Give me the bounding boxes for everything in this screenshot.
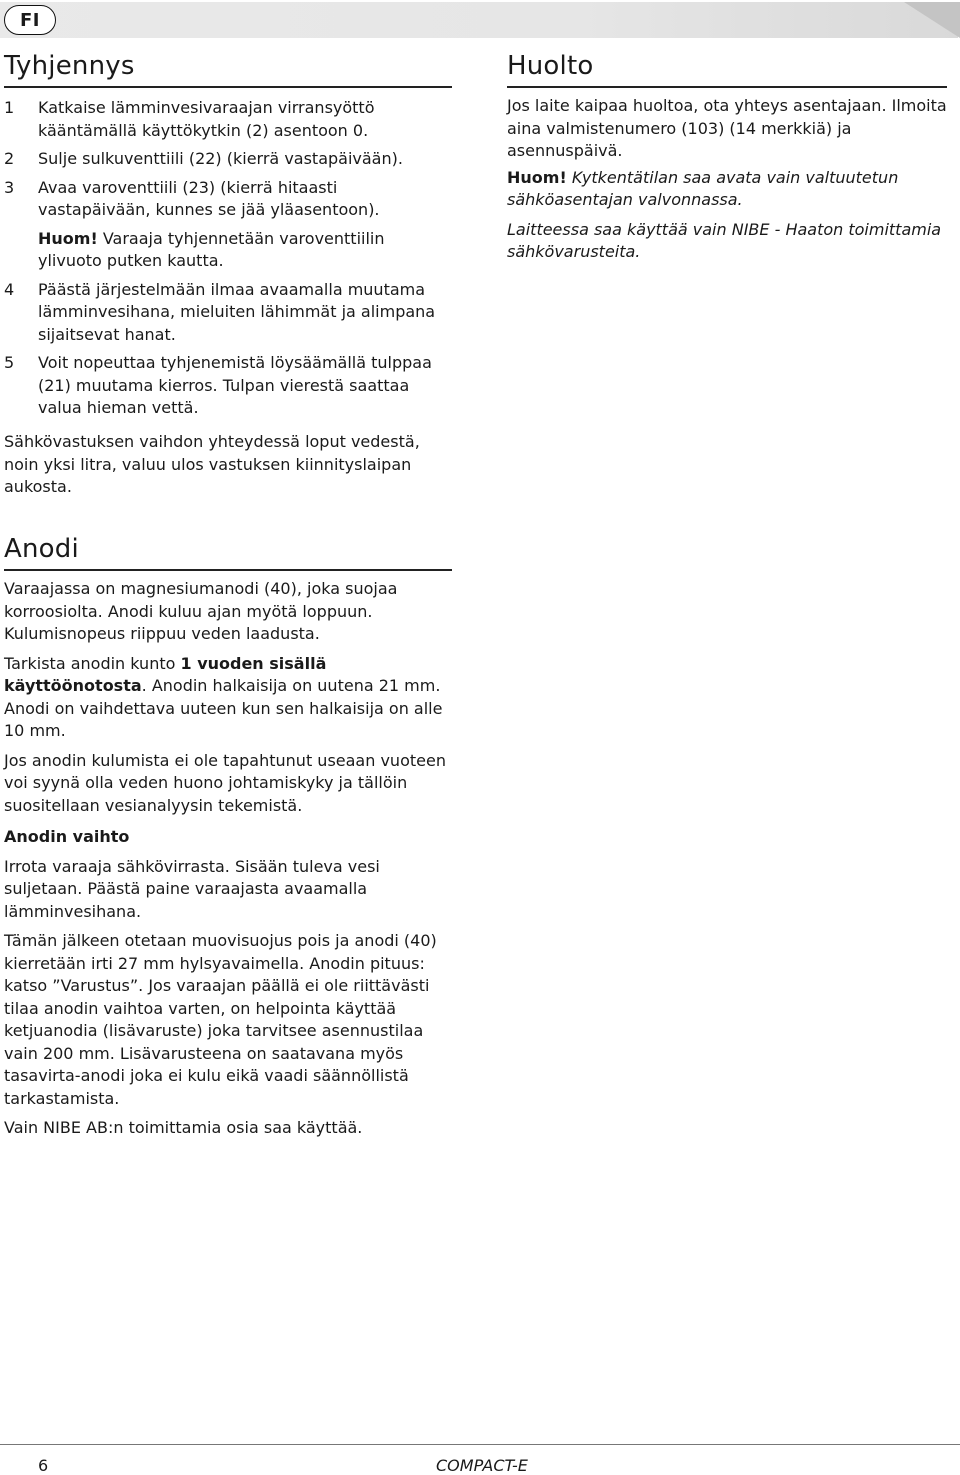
header-bar [0,2,958,38]
list-item [4,177,452,222]
section-huolto [507,50,947,264]
product-name: COMPACT-E [436,1456,528,1475]
huolto-paragraph-1: Jos laite kaipaa huoltoa, ota yhteys asentajaan. Ilmoita aina valmistenumero (103) (14 merkkiä) ja asennuspäivä. [507,96,947,160]
anodi-paragraph-5: Tämän jälkeen otetaan muovisuojus pois ja anodi (40) kierretään irti 27 mm hylsyavaimella. Anodin pituus: katso ”Varustus”. Jos varaajan päällä ei ole riittävästi tilaa anodin vaihtoa varten, on helpointa käyttää ketjuanodia (lisävaruste) joka tarvitsee asennustilaa vain 200 mm. Lisävarusteena on saatavana myös tasavirta-anodi joka ei kulu eikä vaadi säännöllistä tarkastamista. [4,931,437,1108]
note-label: Huom! [38,228,98,248]
anodi-p2-emphasis: 1 vuoden sisällä käyttöönotosta [4,653,327,695]
step-number: 1 [4,98,15,117]
step-text: Voit nopeuttaa tyhjenemistä löysäämällä tulppaa (21) muutama kierros. Tulpan vierestä saattaa valua hieman vettä. [38,353,432,417]
drain-paragraph-block [4,431,452,499]
drain-note [38,228,452,273]
list-item [4,97,452,142]
section-tyhjennys [4,50,452,426]
anodi-p2-start: Tarkista anodin kunto [4,653,181,673]
note-label: Huom! [507,167,567,187]
note-text: Varaaja tyhjennetään varoventtiilin ylivuoto putken kautta. [38,228,385,270]
page-number: 6 [38,1456,49,1475]
step-text: Katkaise lämminvesivaraajan virransyöttö kääntämällä käyttökytkin (2) asentoon 0. [38,98,375,140]
anodi-p2-end: . Anodin halkaisija on uutena 21 mm. Anodi on vaihdettava uuteen kun sen halkaisija on alle 10 mm. [4,676,443,740]
step-number: 4 [4,279,15,299]
step-text: Sulje sulkuventtiili (22) (kierrä vastapäivään). [38,149,403,168]
step-number: 5 [4,353,15,372]
note-text: Kytkentätilan saa avata vain valtuutetun sähköasentajan valvonnassa. [507,167,899,209]
anodi-paragraph-4: Irrota varaaja sähkövirrasta. Sisään tuleva vesi suljetaan. Päästä paine varaajasta avaamalla lämminvesihana. [4,856,380,921]
huolto-note [507,167,947,212]
anodi-paragraph-3: Jos anodin kulumista ei ole tapahtunut useaan vuoteen voi syynä olla veden huono johtamiskyky ja tällöin suositellaan vesianalyysin tekemistä. [4,750,446,815]
drain-paragraph: Sähkövastuksen vaihdon yhteydessä loput vedestä, noin yksi litra, valuu ulos vastuksen kiinnityslaipan aukosta. [4,432,420,496]
drain-steps-list-2 [4,279,452,420]
section-anodi [4,533,452,1140]
heading-anodi: Anodi [4,533,452,571]
list-item [4,279,452,347]
anodi-paragraph-6: Vain NIBE AB:n toimittamia osia saa käyttää. [4,1118,363,1137]
header-bar-corner [904,2,960,38]
anodi-paragraph-2 [4,653,452,743]
heading-tyhjennys: Tyhjennys [4,50,452,88]
list-item [4,352,452,420]
heading-huolto: Huolto [507,50,947,88]
step-text: Päästä järjestelmään ilmaa avaamalla muutama lämminvesihana, mieluiten lähimmät ja alimpana sijaitsevat hanat. [38,279,436,344]
anodi-paragraph-1: Varaajassa on magnesiumanodi (40), joka suojaa korroosiolta. Anodi kuluu ajan myötä loppuun. Kulumisnopeus riippuu veden laadusta. [4,579,398,643]
drain-steps-list [4,97,452,222]
huolto-paragraph-3: Laitteessa saa käyttää vain NIBE - Haaton toimittamia sähkövarusteita. [507,219,942,261]
footer-divider [0,1444,960,1445]
list-item [4,148,452,171]
step-text: Avaa varoventtiili (23) (kierrä hitaasti vastapäivään, kunnes se jää yläasentoon). [38,177,380,219]
subheading-anodin-vaihto: Anodin vaihto [4,827,130,846]
step-number: 2 [4,149,15,168]
language-badge: FI [4,5,56,35]
step-number: 3 [4,177,15,197]
